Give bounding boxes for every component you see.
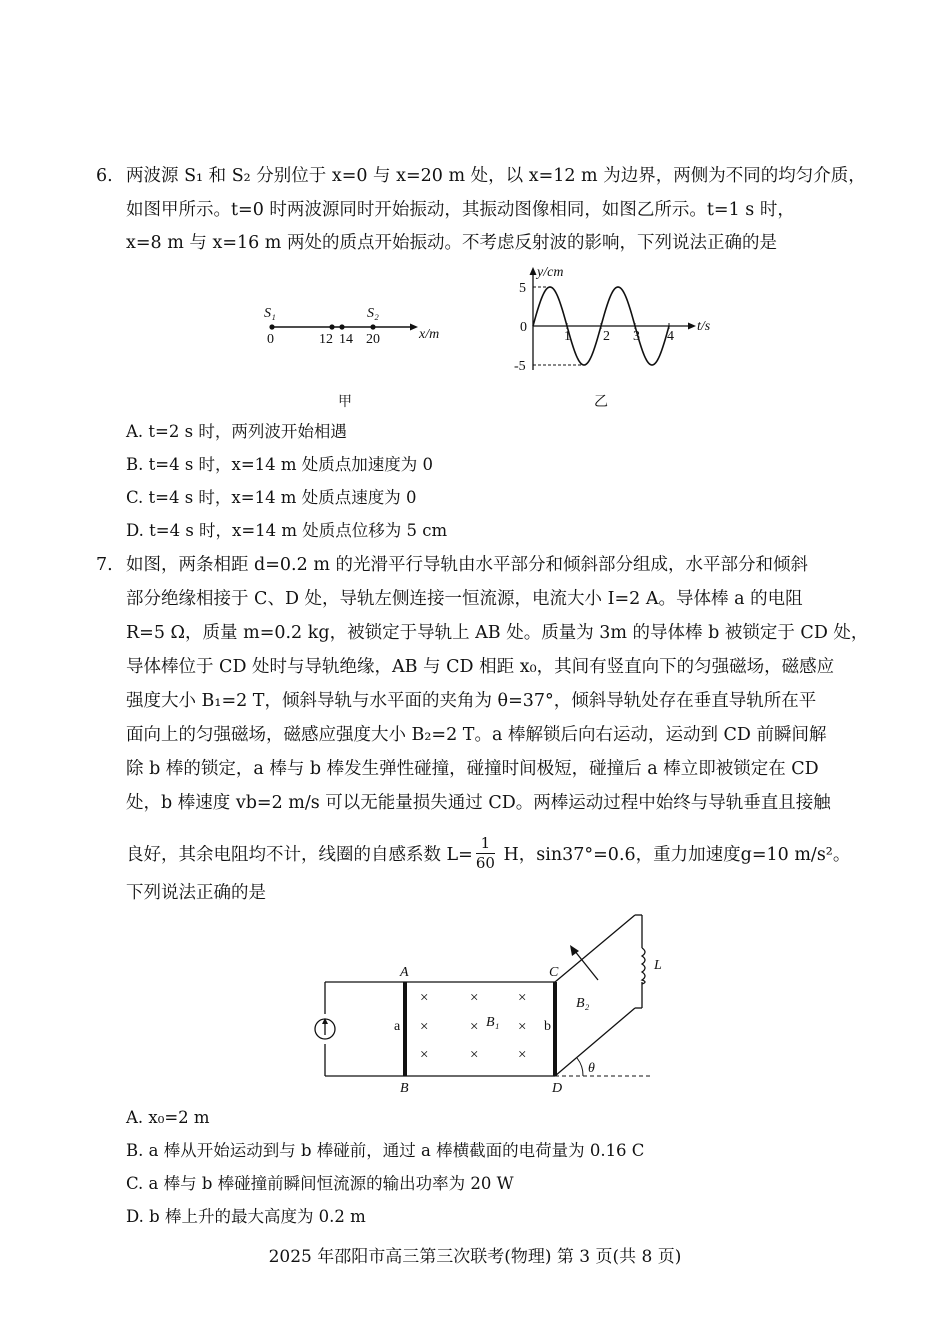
field-cross-2-2: × — [518, 1047, 527, 1063]
y-tick-5: 5 — [519, 281, 526, 296]
label-B2: B₂ — [576, 996, 590, 1011]
fraction-denominator: 60 — [475, 854, 495, 872]
y-tick-0: 0 — [520, 320, 527, 335]
field-cross-0-2: × — [518, 990, 527, 1006]
question-7-line-7: 除 b 棒的锁定，a 棒与 b 棒发生弹性碰撞，碰撞时间极短，碰撞后 a 棒立即被锁定在 CD — [126, 759, 819, 779]
field-cross-2-0: × — [420, 1047, 429, 1063]
caption-jia: 甲 — [338, 395, 352, 410]
caption-yi: 乙 — [594, 395, 608, 410]
field-cross-1-0: × — [420, 1019, 429, 1035]
t-tick-1: 1 — [564, 329, 571, 344]
fraction — [476, 836, 495, 871]
question-7-line-1: 如图，两条相距 d=0.2 m 的光滑平行导轨由水平部分和倾斜部分组成，水平部分和倾斜 — [126, 555, 808, 575]
label-A: A — [400, 965, 409, 980]
field-cross-1-2: × — [518, 1019, 527, 1035]
t-tick-4: 4 — [667, 329, 674, 344]
page-footer: 2025 年邵阳市高三第三次联考(物理) 第 3 页(共 8 页) — [268, 1247, 682, 1267]
question-7-line-10: 下列说法正确的是 — [126, 883, 266, 903]
tick-20: 20 — [366, 332, 380, 347]
t-tick-2: 2 — [603, 329, 610, 344]
question-6-line-2: 如图甲所示。t=0 时两波源同时开始振动，其振动图像相同，如图乙所示。t=1 s 时， — [126, 200, 795, 220]
label-B: B — [400, 1081, 409, 1096]
y-axis-label: y/cm — [537, 265, 564, 280]
question-6-option-d: D. t=4 s 时，x=14 m 处质点位移为 5 cm — [126, 521, 448, 540]
field-cross-0-0: × — [420, 990, 429, 1006]
question-6-option-b: B. t=4 s 时，x=14 m 处质点加速度为 0 — [126, 455, 434, 474]
figure-jia — [255, 298, 465, 413]
tick-14: 14 — [339, 332, 353, 347]
question-7-line-8: 处，b 棒速度 vb=2 m/s 可以无能量损失通过 CD。两棒运动过程中始终与导轨垂直且接触 — [126, 793, 831, 813]
question-6-line-3: x=8 m 与 x=16 m 两处的质点开始振动。不考虑反射波的影响，下列说法正确的是 — [126, 233, 777, 253]
source-s2-dot — [370, 324, 375, 329]
question-7-line-4: 导体棒位于 CD 处时与导轨绝缘，AB 与 CD 相距 x₀，其间有竖直向下的匀强磁场，磁感应 — [126, 657, 835, 677]
question-6-option-c: C. t=4 s 时，x=14 m 处质点速度为 0 — [126, 488, 417, 507]
figure-yi — [505, 262, 730, 412]
fraction-numerator: 1 — [476, 836, 495, 854]
field-cross-2-1: × — [470, 1047, 479, 1063]
question-7-line-3: R=5 Ω，质量 m=0.2 kg，被锁定于导轨上 AB 处。质量为 3m 的导体棒 b 被锁定于 CD 处， — [126, 623, 869, 643]
question-7-option-b: B. a 棒从开始运动到与 b 棒碰前，通过 a 棒横截面的电荷量为 0.16 C — [126, 1141, 645, 1160]
question-7-number: 7. — [96, 555, 113, 575]
current-source-icon — [315, 1018, 335, 1039]
s2-label: S₂ — [367, 306, 379, 321]
question-7-line-6: 面向上的匀强磁场，磁感应强度大小 B₂=2 T。a 棒解锁后向右运动，运动到 CD 前瞬间解 — [126, 725, 827, 745]
question-6-line-1: 两波源 S₁ 和 S₂ 分别位于 x=0 与 x=20 m 处，以 x=12 m 为边界，两侧为不同的均匀介质， — [126, 166, 866, 186]
point-14-dot — [339, 324, 344, 329]
label-D: D — [552, 1081, 563, 1096]
question-6-option-a: A. t=2 s 时，两列波开始相遇 — [126, 422, 347, 441]
t-axis-label: t/s — [697, 319, 711, 334]
field-cross-1-1: × — [470, 1019, 479, 1035]
label-rod-a: a — [394, 1019, 401, 1034]
question-7-line-9 — [126, 834, 851, 873]
question-7-option-c: C. a 棒与 b 棒碰撞前瞬间恒流源的输出功率为 20 W — [126, 1174, 514, 1193]
label-B1: B₁ — [486, 1015, 500, 1030]
question-6-number: 6. — [96, 166, 113, 186]
field-cross-0-1: × — [470, 990, 479, 1006]
label-L: L — [654, 958, 662, 973]
label-theta: θ — [588, 1061, 595, 1076]
s1-label: S₁ — [264, 306, 276, 321]
point-12-dot — [329, 324, 334, 329]
question-7-option-d: D. b 棒上升的最大高度为 0.2 m — [126, 1207, 366, 1226]
line-9-text-post: H，sin37°=0.6，重力加速度g=10 m/s²。 — [497, 845, 851, 865]
label-C: C — [549, 965, 559, 980]
label-rod-b: b — [544, 1019, 551, 1034]
rail-circuit-figure — [300, 910, 690, 1100]
inductor-coil-icon — [642, 948, 645, 984]
tick-0: 0 — [267, 332, 274, 347]
tick-12: 12 — [319, 332, 333, 347]
source-s1-dot — [269, 324, 274, 329]
question-7-option-a: A. x₀=2 m — [126, 1108, 210, 1127]
x-axis-label: x/m — [419, 327, 440, 342]
t-tick-3: 3 — [633, 329, 640, 344]
y-tick-neg5: -5 — [514, 359, 526, 374]
line-9-text-pre: 良好，其余电阻均不计，线圈的自感系数 L= — [126, 845, 473, 865]
b2-arrow-icon — [574, 950, 598, 980]
question-7-line-2: 部分绝缘相接于 C、D 处，导轨左侧连接一恒流源，电流大小 I=2 A。导体棒 a 的电阻 — [126, 589, 803, 609]
question-7-line-5: 强度大小 B₁=2 T，倾斜导轨与水平面的夹角为 θ=37°，倾斜导轨处存在垂直导轨所在平 — [126, 691, 817, 711]
